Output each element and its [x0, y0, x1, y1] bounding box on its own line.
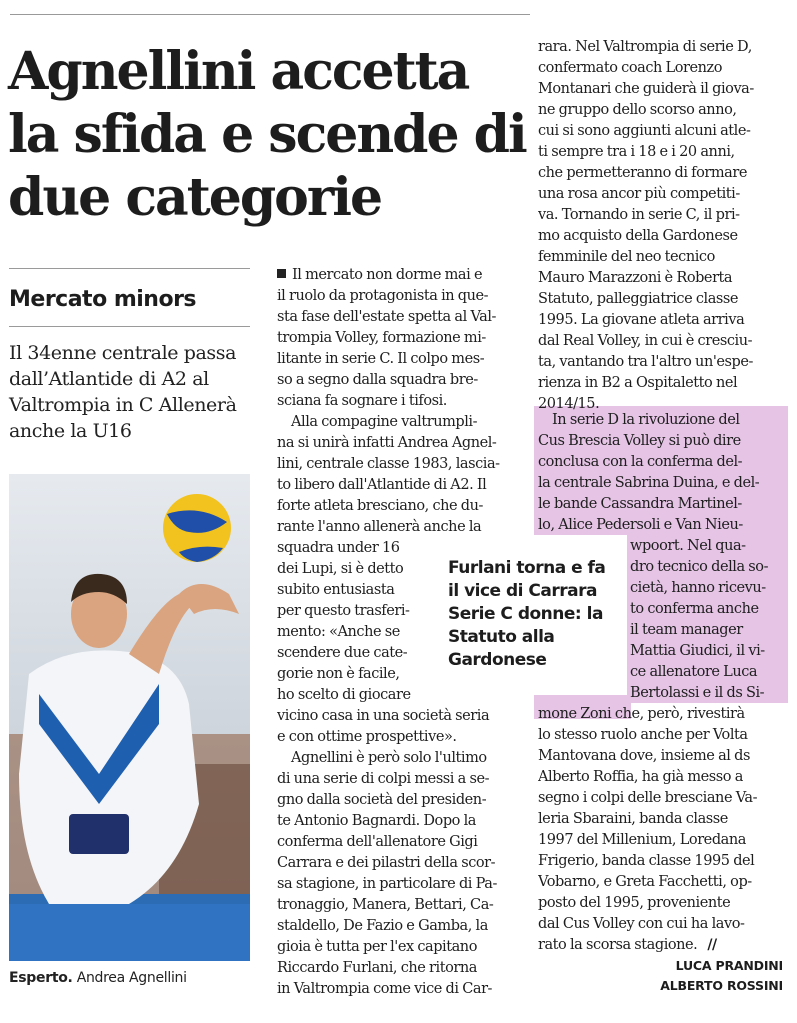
highlight-line: conclusa con la conferma del- — [538, 454, 743, 470]
mid-p2-narrow-line: per questo trasferi- — [277, 603, 410, 619]
right-top-line: rienza in B2 a Ospitaletto nel — [538, 375, 738, 391]
highlight-line: Cus Brescia Volley si può dire — [538, 433, 741, 449]
right-top-line: Montanari che guiderà il giova- — [538, 81, 754, 97]
kicker-rule-top — [9, 268, 250, 269]
highlight-narrow-line: ce allenatore Luca — [630, 664, 758, 680]
highlight-narrow-line: Bertolassi e il ds Si- — [630, 685, 765, 701]
right-top-line: mo acquisto della Gardonese — [538, 228, 738, 244]
right-top-line: Mauro Marazzoni è Roberta — [538, 270, 733, 286]
mid-p3-line: sa stagione, in particolare di Pa- — [277, 876, 497, 892]
right-top-line: che permetteranno di formare — [538, 165, 747, 181]
pull-quote: Furlani torna e fa il vice di Carrara Serie C donne: la Statuto alla Gardonese — [448, 558, 606, 670]
mid-p3-line: di una serie di colpi messi a se- — [277, 771, 490, 787]
right-tail-line: posto del 1995, proveniente — [538, 895, 731, 911]
mid-p3-line: in Valtrompia come vice di Car- — [277, 981, 492, 997]
right-tail-line: lo stesso ruolo anche per Volta — [538, 727, 748, 743]
mid-p2-narrow-line: ho scelto di giocare — [277, 687, 411, 703]
right-tail-line: Frigerio, banda classe 1995 del — [538, 853, 755, 869]
right-top-line: rara. Nel Valtrompia di serie D, — [538, 39, 752, 55]
right-tail-line: leria Sbaraini, banda classe — [538, 811, 728, 827]
right-top-line: cui si sono aggiunti alcuni atle- — [538, 123, 751, 139]
highlight-line: la centrale Sabrina Duina, e del- — [538, 475, 760, 491]
right-top-line: ne gruppo dello scorso anno, — [538, 102, 737, 118]
mid-p3-line: Riccardo Furlani, che ritorna — [277, 960, 477, 976]
highlight-line: le bande Cassandra Martinel- — [538, 496, 742, 512]
mid-p1-line-0-text: Il mercato non dorme mai e — [292, 267, 483, 283]
mid-p2-line: to libero dall'Atlantide di A2. Il — [277, 477, 487, 493]
kicker-rule-bottom — [9, 326, 250, 327]
mid-p2-line: lini, centrale classe 1983, lascia- — [277, 456, 500, 472]
mid-p2-line: e con ottime prospettive». — [277, 729, 457, 745]
right-top-line: 1995. La giovane atleta arriva — [538, 312, 745, 328]
right-top-line: 2014/15. — [538, 396, 600, 412]
right-tail-line: 1997 del Millenium, Loredana — [538, 832, 746, 848]
highlighted-paragraph-narrow — [630, 536, 782, 704]
right-tail-line: Alberto Roffia, ha già messo a — [538, 769, 743, 785]
mid-p2-narrow-line: mento: «Anche se — [277, 624, 400, 640]
mid-p1-line: il ruolo da protagonista in que- — [277, 288, 489, 304]
right-top-line: va. Tornando in serie C, il pri- — [538, 207, 740, 223]
caption-label: Esperto. — [9, 970, 73, 986]
right-top-line: Statuto, palleggiatrice classe — [538, 291, 739, 307]
end-mark: // — [707, 937, 717, 953]
right-tail-last-text: rato la scorsa stagione. — [538, 937, 698, 953]
mid-p2-line: forte atleta bresciano, che du- — [277, 498, 483, 514]
mid-p2-line: rante l'anno allenerà anche la — [277, 519, 482, 535]
right-column — [538, 37, 782, 415]
right-tail-first-line — [538, 704, 782, 725]
paragraph-square-icon — [277, 269, 286, 278]
right-tail-line: Mantovana dove, insieme al ds — [538, 748, 750, 764]
right-tail-line: dal Cus Volley con cui ha lavo- — [538, 916, 745, 932]
mid-p1-line-0 — [277, 265, 518, 286]
highlight-last-words: mone Zoni — [538, 706, 612, 722]
mid-p2-narrow-line: squadra under 16 — [277, 540, 400, 556]
right-top-line: confermato coach Lorenzo — [538, 60, 722, 76]
right-top-line: femminile del neo tecnico — [538, 249, 715, 265]
right-tail-line: segno i colpi delle bresciane Va- — [538, 790, 758, 806]
player-photo — [9, 474, 250, 961]
highlight-narrow-line: wpoort. Nel qua- — [630, 538, 746, 554]
mid-p3-line: gioia è tutta per l'ex capitano — [277, 939, 477, 955]
mid-p1-line: trompia Volley, formazione mi- — [277, 330, 486, 346]
highlight-narrow-line: to conferma anche — [630, 601, 759, 617]
mid-p2-narrow-line: subito entusiasta — [277, 582, 395, 598]
highlight-narrow-line: cietà, hanno ricevu- — [630, 580, 766, 596]
mid-p2-narrow-line: gorie non è facile, — [277, 666, 400, 682]
right-top-line: ta, vantando tra l'altro un'espe- — [538, 354, 753, 370]
photo-caption — [9, 970, 187, 986]
caption-text: Andrea Agnellini — [76, 970, 187, 986]
highlight-line: In serie D la rivoluzione del — [552, 412, 740, 428]
right-tail-last-line — [538, 935, 782, 956]
mid-p1-line: so a segno dalla squadra bre- — [277, 372, 478, 388]
right-top-line: dal Real Volley, in cui è cresciu- — [538, 333, 753, 349]
top-rule — [10, 14, 530, 15]
byline-author-2: ALBERTO ROSSINI — [660, 978, 783, 993]
highlight-narrow-line: dro tecnico della so- — [630, 559, 769, 575]
summary: Il 34enne centrale passa dall’Atlantide di A2 al Valtrompia in C Allenerà anche la U16 — [9, 342, 237, 442]
mid-p3-line: te Antonio Bagnardi. Dopo la — [277, 813, 476, 829]
mid-p3-line: conferma dell'allenatore Gigi — [277, 834, 478, 850]
right-top-line: ti sempre tra i 18 e i 20 anni, — [538, 144, 735, 160]
mid-p2-line: vicino casa in una società seria — [277, 708, 490, 724]
mid-p2-line: na si unirà infatti Andrea Agnel- — [277, 435, 497, 451]
mid-p3-line: tronaggio, Manera, Bettari, Ca- — [277, 897, 494, 913]
mid-p3-line: staldello, De Fazio e Gamba, la — [277, 918, 488, 934]
mid-p1-line: sta fase dell'estate spetta al Val- — [277, 309, 496, 325]
right-tail — [538, 704, 782, 956]
player-photo-image — [9, 474, 250, 961]
after-highlight-text: che, però, rivestirà — [611, 706, 745, 722]
highlighted-paragraph — [538, 410, 782, 536]
kicker: Mercato minors — [9, 287, 197, 312]
right-tail-line: Vobarno, e Greta Facchetti, op- — [538, 874, 752, 890]
mid-p3-line: Agnellini è però solo l'ultimo — [291, 750, 487, 766]
mid-p3-line: Carrara e dei pilastri della scor- — [277, 855, 496, 871]
mid-p1-line: litante in serie C. Il colpo mes- — [277, 351, 485, 367]
highlight-line: lo, Alice Pedersoli e Van Nieu- — [538, 517, 743, 533]
mid-p2-narrow-line: scendere due cate- — [277, 645, 408, 661]
mid-p1-line: sciana fa sognare i tifosi. — [277, 393, 447, 409]
mid-p2-line: Alla compagine valtrumpli- — [291, 414, 478, 430]
right-top-line: una rosa ancor più competiti- — [538, 186, 740, 202]
headline: Agnellini accetta la sfida e scende di due categorie — [8, 41, 526, 228]
byline-author-1: LUCA PRANDINI — [675, 958, 783, 973]
mid-p2-narrow-line: dei Lupi, si è detto — [277, 561, 404, 577]
highlight-narrow-line: Mattia Giudici, il vi- — [630, 643, 765, 659]
highlight-narrow-line: il team manager — [630, 622, 743, 638]
mid-p3-line: gno dalla società del presiden- — [277, 792, 487, 808]
